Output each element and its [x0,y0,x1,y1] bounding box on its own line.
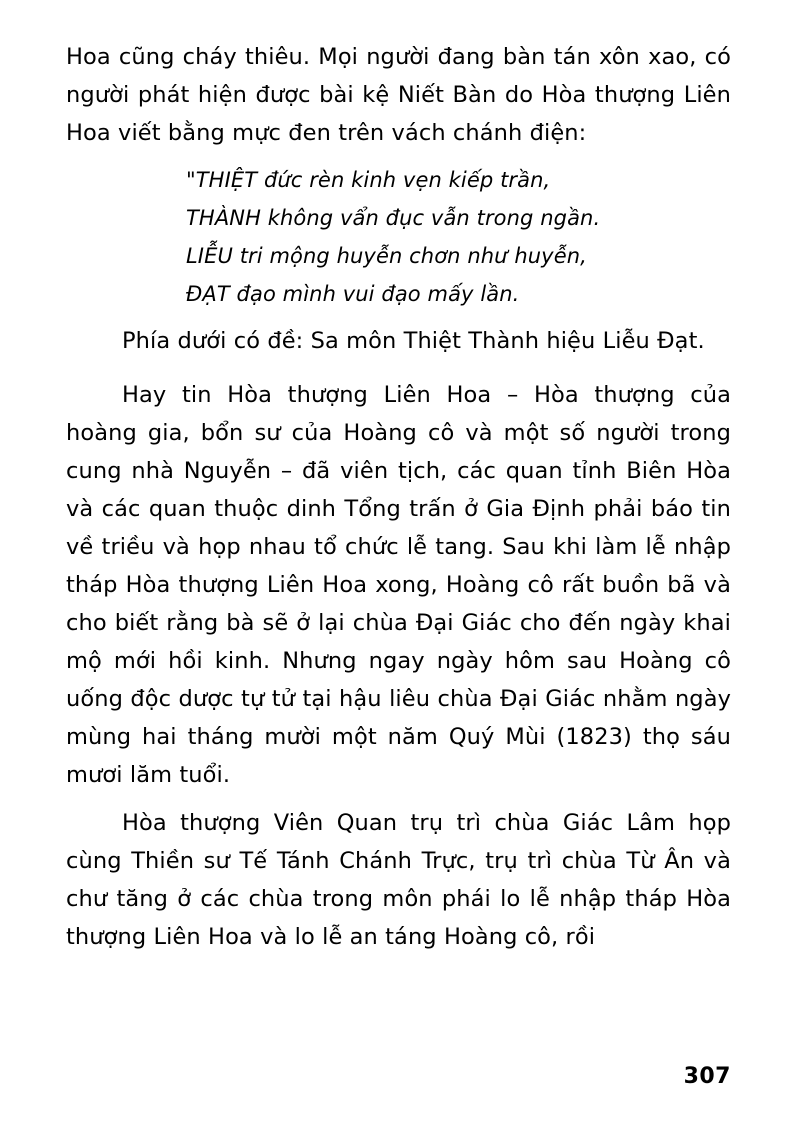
paragraph-signature: Phía dưới có đề: Sa môn Thiệt Thành hiệu Liễu Đạt. [122,328,705,354]
verse-block [66,161,731,313]
paragraph-spacer [66,362,731,376]
paragraph-spacer [66,796,731,804]
paragraph-narrative-2: Hòa thượng Viên Quan trụ trì chùa Giác Lâm họp cùng Thiền sư Tế Tánh Chánh Trực, trụ trì chùa Từ Ân và chư tăng ở các chùa trong môn phái lo lễ nhập tháp Hòa thượng Liên Hoa và lo lễ an táng Hoàng cô, rồi [66,810,731,950]
verse-line: ĐẠT đạo mình vui đạo mấy lần. [186,282,520,306]
page-body [66,38,731,956]
paragraph-narrative-1: Hay tin Hòa thượng Liên Hoa – Hòa thượng của hoàng gia, bổn sư của Hoàng cô và một số người trong cung nhà Nguyễn – đã viên tịch, các quan tỉnh Biên Hòa và các quan thuộc dinh Tổng trấn ở Gia Định phải báo tin về triều và họp nhau tổ chức lễ tang. Sau khi làm lễ nhập tháp Hòa thượng Liên Hoa xong, Hoàng cô rất buồn bã và cho biết rằng bà sẽ ở lại chùa Đại Giác cho đến ngày khai mộ mới hồi kinh. Nhưng ngay ngày hôm sau Hoàng cô uống độc dược tự tử tại hậu liêu chùa Đại Giác nhằm ngày mùng hai tháng mười một năm Quý Mùi (1823) thọ sáu mươi lăm tuổi. [66,382,731,788]
paragraph-opening: Hoa cũng cháy thiêu. Mọi người đang bàn tán xôn xao, có người phát hiện được bài kệ Niết Bàn do Hòa thượng Liên Hoa viết bằng mực đen trên vách chánh điện: [66,44,731,146]
page-number: 307 [683,1064,731,1089]
verse-line: LIỄU tri mộng huyễn chơn như huyễn, [186,244,587,268]
verse-line: THÀNH không vẩn đục vẫn trong ngần. [186,206,601,230]
verse-line: "THIỆT đức rèn kinh vẹn kiếp trần, [186,168,551,192]
